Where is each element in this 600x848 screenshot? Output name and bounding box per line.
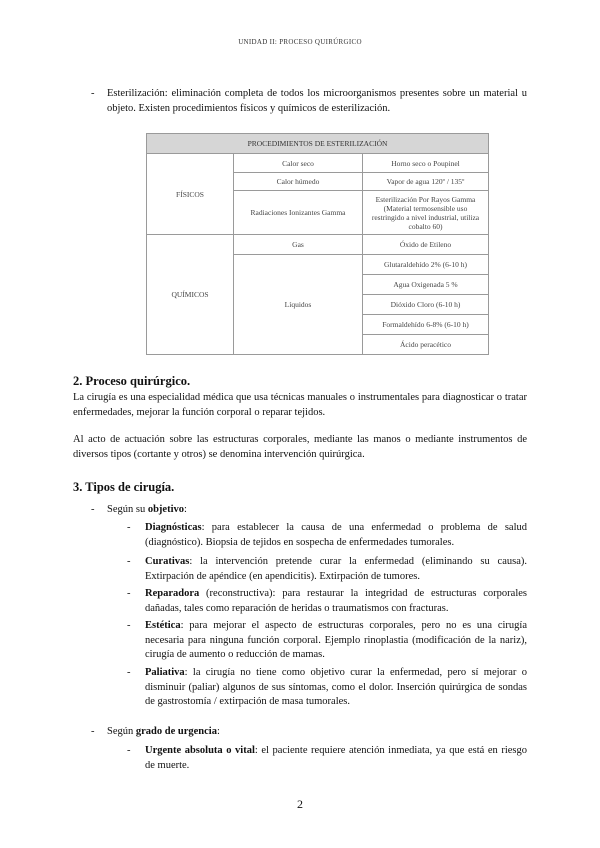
table-cell: Formaldehído 6-8% (6-10 h) — [363, 315, 489, 335]
urgencia-heading — [107, 725, 220, 740]
table-cell: Óxido de Etileno — [363, 235, 489, 255]
sterilization-label: Esterilización — [107, 88, 165, 99]
table-cell: Vapor de agua 120º / 135º — [363, 173, 489, 191]
section-2-title: 2. Proceso quirúrgico. — [73, 374, 191, 388]
item-text: : la cirugía no tiene como objetivo curar la enfermedad, pero sí mejorar o disminuir (paliar) algunos de sus síntomas, como el dolor. Inserción quirúrgica de sondas de gastrostomía / extirpación de masa tumorales. — [145, 667, 527, 707]
table-cell: Ácido peracético — [363, 335, 489, 355]
table-title: PROCEDIMIENTOS DE ESTERILIZACIÓN — [147, 134, 489, 154]
section-2-paragraph-1: La cirugía es una especialidad médica que usa técnicas manuales o instrumentales para diagnosticar o tratar enfermedades, mejorar la función corporal o reparar tejidos. — [73, 392, 527, 418]
table-cell: Dióxido Cloro (6-10 h) — [363, 295, 489, 315]
item-text: : para mejorar el aspecto de estructuras corporales, pero no es una cirugía necesaria para ninguna función corporal. Ejemplo rinoplastia (modificación de la nariz), cirugía de aumento o reducción de mamas. — [145, 620, 527, 660]
item-label: Reparadora — [145, 588, 200, 599]
item-text: : el paciente requiere atención inmediata, ya que está en riesgo de muerte. — [145, 745, 527, 771]
bullet-dash: - — [91, 504, 95, 515]
table-cell: Horno seco o Poupinel — [363, 154, 489, 173]
item-text: : la intervención pretende curar la enfermedad (eliminando su causa). Extirpación de apéndice (en apendicitis). Extirpación de tumores. — [145, 556, 527, 582]
objetivo-bold: objetivo — [147, 504, 185, 515]
table-cell: Glutaraldehído 2% (6-10 h) — [363, 255, 489, 275]
sterilization-definition — [107, 87, 527, 116]
table-cell: Esterilización Por Rayos Gamma (Material termosensible uso restringido a nivel industrial, utiliza cobalto 60) — [363, 191, 489, 235]
item-label: Diagnósticas — [145, 522, 202, 533]
item-label: Urgente absoluta o vital — [145, 745, 255, 756]
item-label: Estética — [145, 620, 181, 631]
item-label: Curativas — [145, 556, 190, 567]
list-item — [145, 744, 527, 773]
item-text: : para establecer la causa de una enfermedad o problema de salud (diagnóstico). Biopsia de tejidos en sospecha de enfermedades tumorales. — [145, 522, 527, 548]
bullet-dash: - — [127, 522, 131, 533]
table-cell: Radiaciones Ionizantes Gamma — [234, 191, 363, 235]
list-item — [145, 587, 527, 616]
sterilization-text: : eliminación completa de todos los microorganismos presentes sobre un material u objeto. Existen procedimientos físicos y químicos de esterilización. — [107, 88, 527, 114]
page-number: 2 — [297, 797, 303, 811]
objetivo-heading — [107, 503, 187, 518]
list-item — [145, 619, 527, 663]
bullet-dash: - — [127, 620, 131, 631]
quimicos-label: QUÍMICOS — [147, 235, 234, 355]
table-cell: Calor seco — [234, 154, 363, 173]
urgencia-suffix: : — [216, 726, 220, 737]
item-text: (reconstructiva): para restaurar la integridad de estructuras corporales dañadas, tales como reparación de heridas o traumatismos con fracturas. — [145, 588, 527, 614]
list-item — [145, 666, 527, 710]
bullet-dash: - — [127, 556, 131, 567]
section-3-title: 3. Tipos de cirugía. — [73, 480, 175, 494]
table-cell: Agua Oxigenada 5 % — [363, 275, 489, 295]
bullet-dash: - — [91, 88, 95, 99]
running-header: UNIDAD II: PROCESO QUIRÚRGICO — [238, 38, 362, 46]
objetivo-prefix: Según su — [107, 504, 148, 515]
bullet-dash: - — [127, 667, 131, 678]
section-2-paragraph-2: Al acto de actuación sobre las estructuras corporales, mediante las manos o mediante instrumentos de diversos tipos (cortante y otros) se denomina intervención quirúrgica. — [73, 434, 527, 460]
list-item — [145, 555, 527, 584]
table-cell: Calor húmedo — [234, 173, 363, 191]
table-cell: Gas — [234, 235, 363, 255]
bullet-dash: - — [91, 726, 95, 737]
urgencia-prefix: Según — [107, 726, 136, 737]
list-item — [145, 521, 527, 550]
bullet-dash: - — [127, 745, 131, 756]
item-label: Paliativa — [145, 667, 185, 678]
urgencia-bold: grado de urgencia — [135, 726, 217, 737]
bullet-dash: - — [127, 588, 131, 599]
fisicos-label: FÍSICOS — [147, 154, 234, 235]
table-cell: Líquidos — [234, 255, 363, 355]
objetivo-suffix: : — [184, 504, 187, 515]
sterilization-table — [146, 133, 489, 355]
